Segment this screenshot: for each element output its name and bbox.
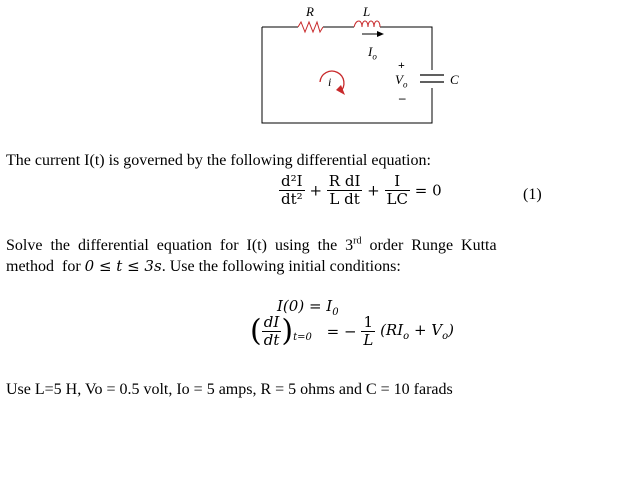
eq-term-second-derivative: [279, 173, 305, 208]
eq-term3-denominator: LC: [386, 190, 408, 208]
voltage-label: $V_o$: [395, 72, 408, 90]
initial-condition-2: ( $\frac{dI}{dt}$ )$_{t=0}$ = − $\frac{1}{L}$ $(RI_o + V_o)$: [250, 313, 454, 349]
loop-current-label: i: [328, 75, 332, 89]
circuit-diagram: [0, 0, 622, 150]
ic2-derivative-denominator: dt: [263, 331, 280, 349]
ic2-derivative-numerator: dI: [262, 314, 282, 332]
voltage-label-sub: o: [402, 79, 408, 90]
ic2-coefficient: [361, 314, 375, 349]
ic1-sub: 0: [332, 307, 339, 318]
resistor-label: R: [306, 4, 314, 19]
instruction-line-2: [6, 256, 401, 277]
resistor-symbol: [298, 22, 323, 32]
voltage-minus-sign: –: [399, 90, 406, 105]
ic2-coefficient-denominator: L: [363, 331, 374, 349]
instruction-line-1: [6, 236, 497, 256]
ic2-rhs-c: ): [448, 321, 454, 339]
ic2-coefficient-numerator: 1: [361, 314, 375, 332]
top-wire-right: [380, 27, 432, 70]
ic2-rhs: [380, 321, 454, 342]
eq-term3-numerator: I: [385, 173, 410, 191]
current-arrow: [362, 31, 384, 37]
inductor-label: L: [363, 4, 371, 19]
ic1-lhs: I(0) = I: [277, 297, 333, 315]
differential-equation: [279, 173, 442, 208]
eq-term-first-derivative: [327, 173, 363, 208]
eq-term2-denominator: L dt: [329, 190, 360, 208]
capacitor-symbol: [420, 75, 444, 82]
ic2-rhs-b: + V: [409, 321, 443, 339]
instruction-line-1-b: order Runge Kutta: [361, 237, 497, 254]
time-range: 0 ≤ t ≤ 3s: [84, 257, 162, 275]
ordinal-suffix: rd: [353, 235, 362, 247]
eq-term1-denominator: dt²: [281, 190, 303, 208]
equation-number: (1): [523, 186, 542, 203]
ic2-rhs-a: (RI: [380, 321, 404, 339]
ic2-evaluation-point: t=0: [293, 331, 312, 343]
instruction-line-2-b: . Use the following initial conditions:: [161, 258, 401, 275]
eq-term-current: [385, 173, 410, 208]
parameter-values: Use L=5 H, Vo = 0.5 volt, Io = 5 amps, R = 5 ohms and C = 10 farads: [6, 381, 453, 398]
instruction-line-1-a: Solve the differential equation for I(t) using the 3: [6, 237, 354, 254]
eq-plus-2: +: [367, 181, 380, 200]
ic2-equals: = −: [326, 322, 357, 341]
intro-paragraph: The current I(t) is governed by the following differential equation:: [6, 152, 431, 169]
eq-plus-1: +: [309, 181, 323, 200]
instruction-line-2-a: method for: [6, 258, 85, 275]
eq-term2-numerator: R dI: [328, 172, 361, 190]
current-label: $I_o$: [368, 44, 377, 62]
capacitor-label: C: [450, 72, 459, 87]
ic2-derivative: [262, 314, 282, 349]
current-label-sub: o: [372, 51, 377, 62]
ic2-rhs-sub1: o: [403, 331, 410, 342]
ic2-rhs-sub2: o: [442, 331, 449, 342]
eq-term1-numerator: d²I: [279, 173, 305, 191]
loop-current-arrow: [320, 71, 345, 95]
voltage-plus-sign: +: [398, 58, 405, 72]
eq-equals-zero: = 0: [414, 181, 442, 200]
